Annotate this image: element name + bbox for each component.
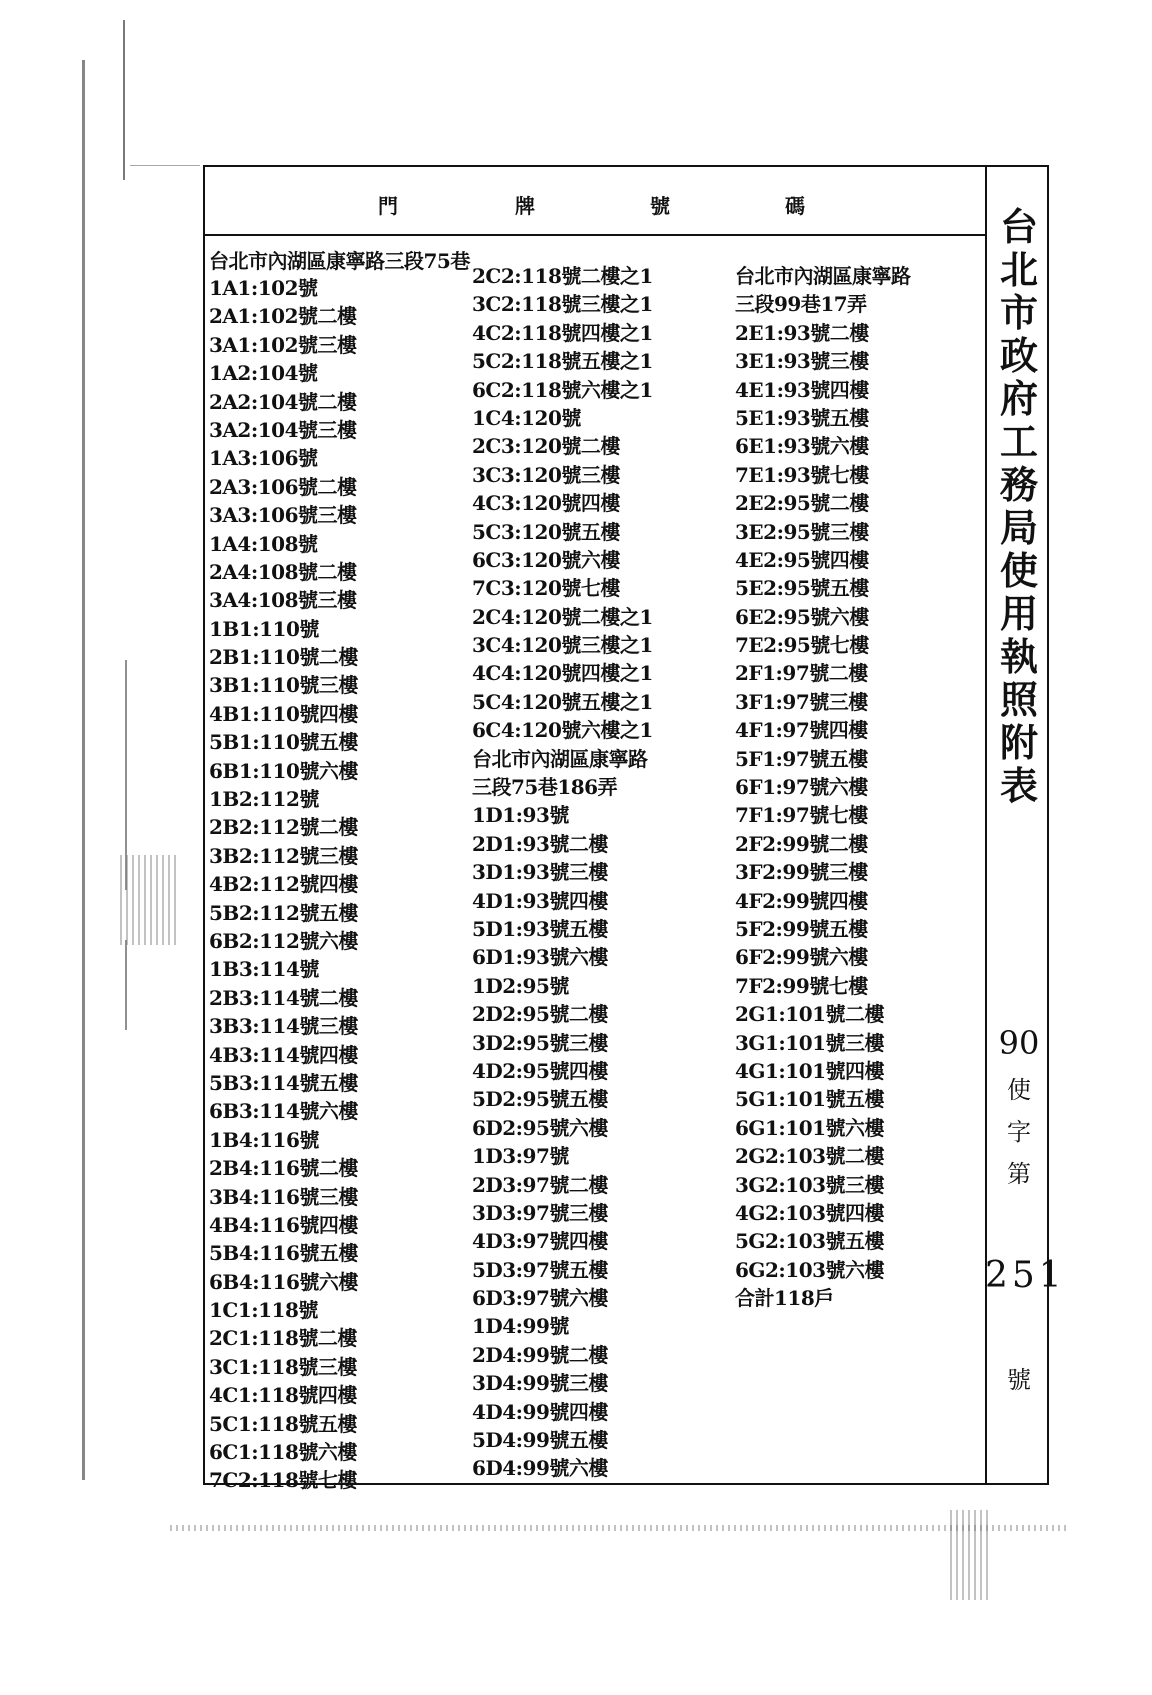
address-entry: 1D1:93號 bbox=[472, 803, 569, 828]
address-entry: 6B3:114號六樓 bbox=[209, 1099, 358, 1124]
header-label-hao: 號 bbox=[650, 194, 670, 218]
permit-title-char: 務 bbox=[999, 462, 1038, 507]
address-entry: 4B1:110號四樓 bbox=[209, 701, 358, 726]
permit-title-char: 府 bbox=[999, 376, 1038, 421]
address-entry: 5C4:120號五樓之1 bbox=[472, 689, 653, 714]
address-entry: 3B2:112號三樓 bbox=[209, 843, 358, 868]
address-entry: 4B4:116號四樓 bbox=[209, 1212, 358, 1237]
permit-title-char: 政 bbox=[999, 333, 1038, 378]
address-entry: 1C4:120號 bbox=[472, 405, 581, 430]
address-entry: 2C4:120號二樓之1 bbox=[472, 604, 653, 629]
address-entry: 7E2:95號七樓 bbox=[735, 633, 869, 658]
address-entry: 2D3:97號二樓 bbox=[472, 1172, 608, 1197]
permit-char-shi: 使 bbox=[1007, 1076, 1031, 1104]
address-entry: 6C4:120號六樓之1 bbox=[472, 718, 653, 743]
scan-edge-line bbox=[123, 20, 125, 180]
address-entry: 2E1:93號二樓 bbox=[735, 320, 869, 345]
address-entry: 5E2:95號五樓 bbox=[735, 576, 869, 601]
address-entry: 2C3:120號二樓 bbox=[472, 434, 620, 459]
address-entry: 三段99巷17弄 bbox=[735, 292, 867, 317]
address-entry: 4B3:114號四樓 bbox=[209, 1042, 358, 1067]
address-entry: 4F1:97號四樓 bbox=[735, 718, 868, 743]
address-entry: 1A3:106號 bbox=[209, 446, 318, 471]
address-entry: 6G2:103號六樓 bbox=[735, 1257, 885, 1282]
address-entry: 1B4:116號 bbox=[209, 1127, 319, 1152]
header-label-pai: 牌 bbox=[515, 194, 535, 218]
address-entry: 6F1:97號六樓 bbox=[735, 775, 868, 800]
address-entry: 5D2:95號五樓 bbox=[472, 1087, 608, 1112]
address-entry: 3E2:95號三樓 bbox=[735, 519, 869, 544]
address-entry: 7F2:99號七樓 bbox=[735, 973, 868, 998]
address-entry: 7E1:93號七樓 bbox=[735, 462, 869, 487]
permit-title bbox=[995, 205, 1043, 807]
address-entry: 2A1:102號二樓 bbox=[209, 304, 357, 329]
scan-edge-line bbox=[125, 940, 127, 1030]
address-entry: 7C3:120號七樓 bbox=[472, 576, 620, 601]
address-entry: 4D4:99號四樓 bbox=[472, 1399, 608, 1424]
address-entry: 2A4:108號二樓 bbox=[209, 559, 357, 584]
permit-title-char: 工 bbox=[999, 419, 1038, 464]
address-entry: 3A4:108號三樓 bbox=[209, 588, 357, 613]
scan-speckle bbox=[950, 1510, 990, 1600]
address-entry: 2A3:106號二樓 bbox=[209, 474, 357, 499]
header-label-ma: 碼 bbox=[785, 194, 805, 218]
address-entry: 5F1:97號五樓 bbox=[735, 746, 868, 771]
header-divider bbox=[205, 234, 985, 236]
permit-year: 90 bbox=[998, 1024, 1040, 1062]
address-entry: 3C4:120號三樓之1 bbox=[472, 633, 653, 658]
address-entry: 合計118戶 bbox=[735, 1286, 834, 1311]
address-entry: 3A3:106號三樓 bbox=[209, 503, 357, 528]
address-column-1 bbox=[209, 245, 469, 1495]
address-entry: 6C3:120號六樓 bbox=[472, 547, 620, 572]
address-entry: 1D3:97號 bbox=[472, 1144, 569, 1169]
scan-edge-line bbox=[130, 165, 200, 166]
address-entry: 6C1:118號六樓 bbox=[209, 1440, 357, 1465]
address-entry: 2B1:110號二樓 bbox=[209, 645, 358, 670]
address-entry: 5B4:116號五樓 bbox=[209, 1241, 358, 1266]
header-label-men: 門 bbox=[378, 194, 398, 218]
address-entry: 6C2:118號六樓之1 bbox=[472, 377, 653, 402]
address-entry: 5D4:99號五樓 bbox=[472, 1428, 608, 1453]
address-entry: 3A1:102號三樓 bbox=[209, 332, 357, 357]
address-entry: 2G1:101號二樓 bbox=[735, 1002, 885, 1027]
address-entry: 4E2:95號四樓 bbox=[735, 547, 869, 572]
address-entry: 5C3:120號五樓 bbox=[472, 519, 620, 544]
address-entry: 4D3:97號四樓 bbox=[472, 1229, 608, 1254]
address-entry: 1B2:112號 bbox=[209, 787, 319, 812]
address-entry: 6G1:101號六樓 bbox=[735, 1115, 885, 1140]
address-entry: 5G2:103號五樓 bbox=[735, 1229, 885, 1254]
address-entry: 5B2:112號五樓 bbox=[209, 900, 358, 925]
address-entry: 1B3:114號 bbox=[209, 957, 319, 982]
address-entry: 4D1:93號四樓 bbox=[472, 888, 608, 913]
address-entry: 台北市內湖區康寧路 bbox=[472, 746, 648, 771]
address-entry: 2D2:95號二樓 bbox=[472, 1002, 608, 1027]
address-entry: 1A1:102號 bbox=[209, 276, 318, 300]
address-entry: 4C1:118號四樓 bbox=[209, 1383, 357, 1408]
address-entry: 2F1:97號二樓 bbox=[735, 661, 868, 686]
permit-title-char: 市 bbox=[999, 290, 1038, 335]
address-entry: 5C1:118號五樓 bbox=[209, 1411, 357, 1436]
address-entry: 1D2:95號 bbox=[472, 973, 569, 998]
address-entry: 7C2:118號七樓 bbox=[209, 1468, 357, 1493]
address-entry: 3D3:97號三樓 bbox=[472, 1200, 608, 1225]
permit-title-char: 照 bbox=[999, 677, 1038, 722]
address-entry: 2C2:118號二樓之1 bbox=[472, 264, 653, 288]
permit-title-char: 執 bbox=[999, 634, 1038, 679]
permit-title-char: 使 bbox=[999, 548, 1038, 593]
address-entry: 5E1:93號五樓 bbox=[735, 405, 869, 430]
address-entry: 台北市內湖區康寧路 bbox=[735, 264, 911, 288]
address-entry: 2D1:93號二樓 bbox=[472, 831, 608, 856]
address-entry: 2D4:99號二樓 bbox=[472, 1342, 608, 1367]
address-entry: 3G1:101號三樓 bbox=[735, 1030, 885, 1055]
address-entry: 5C2:118號五樓之1 bbox=[472, 349, 653, 374]
address-entry: 2B2:112號二樓 bbox=[209, 815, 358, 840]
address-entry: 6F2:99號六樓 bbox=[735, 945, 868, 970]
address-entry: 3E1:93號三樓 bbox=[735, 349, 869, 374]
address-entry: 2F2:99號二樓 bbox=[735, 831, 868, 856]
address-entry: 3B4:116號三樓 bbox=[209, 1184, 358, 1209]
address-entry: 5G1:101號五樓 bbox=[735, 1087, 885, 1112]
address-entry: 6E2:95號六樓 bbox=[735, 604, 869, 629]
address-entry: 1B1:110號 bbox=[209, 616, 319, 641]
address-entry: 2G2:103號二樓 bbox=[735, 1144, 885, 1169]
address-entry: 3B1:110號三樓 bbox=[209, 673, 358, 698]
address-entry: 7F1:97號七樓 bbox=[735, 803, 868, 828]
address-entry: 3C3:120號三樓 bbox=[472, 462, 620, 487]
address-entry: 5D3:97號五樓 bbox=[472, 1257, 608, 1282]
address-entry: 5B3:114號五樓 bbox=[209, 1070, 358, 1095]
address-entry: 4G2:103號四樓 bbox=[735, 1200, 885, 1225]
permit-number: 251 bbox=[985, 1255, 1066, 1296]
address-entry: 2B4:116號二樓 bbox=[209, 1156, 358, 1181]
permit-char-zi: 字 bbox=[1007, 1118, 1031, 1146]
address-entry: 6B4:116號六樓 bbox=[209, 1269, 358, 1294]
permit-title-char: 用 bbox=[999, 591, 1038, 636]
address-entry: 4G1:101號四樓 bbox=[735, 1058, 885, 1083]
address-entry: 6B1:110號六樓 bbox=[209, 758, 358, 783]
address-entry: 5B1:110號五樓 bbox=[209, 730, 358, 755]
address-column-3 bbox=[735, 262, 995, 1312]
address-entry: 3D1:93號三樓 bbox=[472, 860, 608, 885]
address-entry: 3A2:104號三樓 bbox=[209, 417, 357, 442]
address-entry: 3G2:103號三樓 bbox=[735, 1172, 885, 1197]
address-entry: 2B3:114號二樓 bbox=[209, 985, 358, 1010]
scan-edge-line bbox=[82, 60, 85, 1480]
address-entry: 4E1:93號四樓 bbox=[735, 377, 869, 402]
address-entry: 3C2:118號三樓之1 bbox=[472, 292, 653, 317]
permit-suffix: 號 bbox=[1007, 1366, 1031, 1394]
scan-speckle bbox=[170, 1525, 1070, 1531]
address-entry: 3F2:99號三樓 bbox=[735, 860, 868, 885]
address-entry: 4D2:95號四樓 bbox=[472, 1058, 608, 1083]
address-entry: 6B2:112號六樓 bbox=[209, 928, 358, 953]
address-entry: 3C1:118號三樓 bbox=[209, 1354, 357, 1379]
scan-speckle bbox=[120, 855, 180, 945]
address-entry: 3D2:95號三樓 bbox=[472, 1030, 608, 1055]
address-entry: 6D2:95號六樓 bbox=[472, 1115, 608, 1140]
address-column-2 bbox=[472, 262, 732, 1483]
address-entry: 6D1:93號六樓 bbox=[472, 945, 608, 970]
address-entry: 1A4:108號 bbox=[209, 531, 318, 556]
address-entry: 1A2:104號 bbox=[209, 361, 318, 386]
address-entry: 6D3:97號六樓 bbox=[472, 1286, 608, 1311]
permit-title-char: 附 bbox=[999, 720, 1038, 765]
address-entry: 3F1:97號三樓 bbox=[735, 689, 868, 714]
permit-char-di: 第 bbox=[1007, 1160, 1031, 1188]
address-entry: 2C1:118號二樓 bbox=[209, 1326, 357, 1351]
address-entry: 4C3:120號四樓 bbox=[472, 491, 620, 516]
address-entry: 2E2:95號二樓 bbox=[735, 491, 869, 516]
address-entry: 5F2:99號五樓 bbox=[735, 916, 868, 941]
address-entry: 4C2:118號四樓之1 bbox=[472, 320, 653, 345]
address-entry: 3B3:114號三樓 bbox=[209, 1014, 358, 1039]
permit-title-char: 表 bbox=[999, 763, 1038, 808]
address-entry: 4C4:120號四樓之1 bbox=[472, 661, 653, 686]
address-entry: 4B2:112號四樓 bbox=[209, 872, 358, 897]
address-entry: 6E1:93號六樓 bbox=[735, 434, 869, 459]
address-entry: 6D4:99號六樓 bbox=[472, 1456, 608, 1481]
address-entry: 4F2:99號四樓 bbox=[735, 888, 868, 913]
address-entry: 1D4:99號 bbox=[472, 1314, 569, 1339]
address-entry: 3D4:99號三樓 bbox=[472, 1371, 608, 1396]
permit-title-char: 局 bbox=[999, 505, 1038, 550]
address-entry: 三段75巷186弄 bbox=[472, 775, 618, 800]
permit-title-char: 台 bbox=[999, 204, 1038, 249]
address-entry: 2A2:104號二樓 bbox=[209, 389, 357, 414]
permit-title-char: 北 bbox=[999, 247, 1038, 292]
address-entry: 1C1:118號 bbox=[209, 1298, 318, 1323]
column-heading: 台北市內湖區康寧路三段75巷 bbox=[209, 249, 470, 273]
address-entry: 5D1:93號五樓 bbox=[472, 916, 608, 941]
